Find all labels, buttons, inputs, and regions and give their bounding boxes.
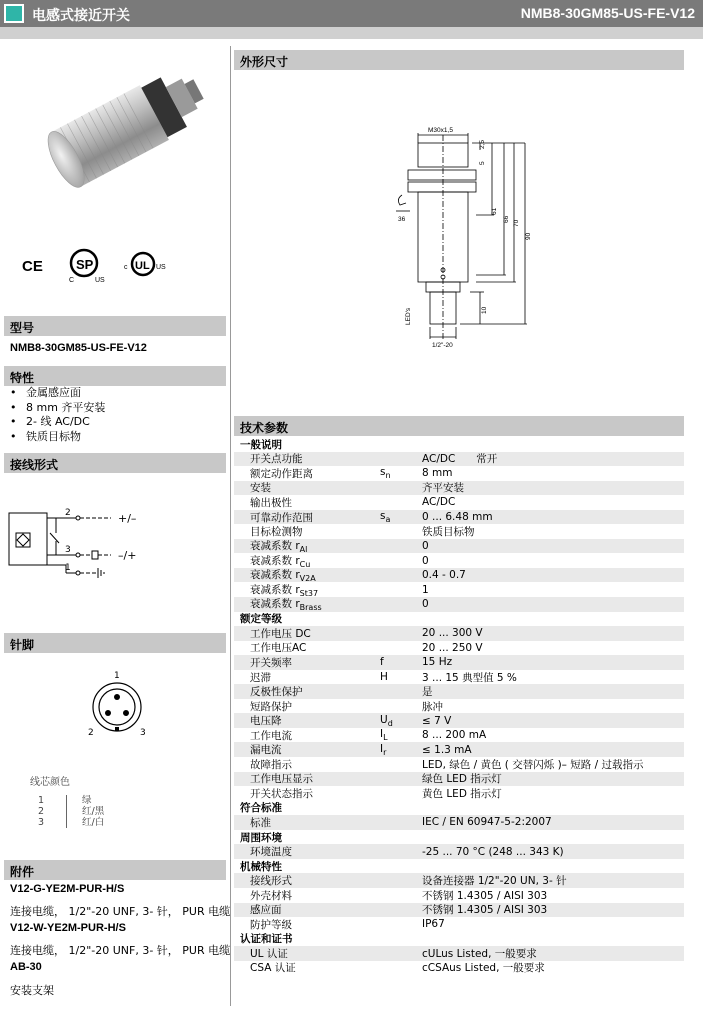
- certification-marks: [22, 245, 212, 285]
- svg-text:UL: UL: [135, 260, 150, 272]
- svg-text:C: C: [69, 277, 75, 284]
- spec-category: [234, 859, 684, 874]
- svg-text:2,5: 2,5: [479, 139, 486, 149]
- table-row: [234, 597, 684, 612]
- page-title: 电感式接近开关: [32, 8, 130, 24]
- spec-key: 反极性保护: [250, 686, 303, 699]
- spec-category: [234, 932, 684, 947]
- ul-mark-icon: [124, 253, 166, 275]
- spec-value: 3 ... 15 典型值 5 %: [422, 671, 517, 684]
- spec-value: 是: [422, 686, 433, 699]
- svg-text:1/2"-20: 1/2"-20: [432, 342, 453, 349]
- spec-value: 20 ... 300 V: [422, 627, 483, 640]
- spec-key: 可靠动作范围: [250, 511, 313, 524]
- spec-category-label: 周围环境: [240, 831, 282, 844]
- spec-key: 额定动作距离: [250, 467, 313, 480]
- spec-category: [234, 612, 684, 627]
- list-item: • 8 mm 齐平安装: [10, 401, 105, 416]
- spec-value: ≤ 1.3 mA: [422, 743, 472, 756]
- spec-value: ≤ 7 V: [422, 714, 452, 727]
- wiring-pin1: 1: [65, 563, 71, 573]
- spec-symbol: H: [380, 671, 388, 684]
- list-item: • 2- 线 AC/DC: [10, 415, 105, 430]
- wire-color-table: [38, 795, 104, 828]
- spec-key: 电压降: [250, 715, 282, 728]
- table-row: [234, 641, 684, 656]
- spec-value: 0.4 - 0.7: [422, 569, 466, 582]
- ce-mark: CE: [22, 258, 43, 275]
- spec-value: 0: [422, 540, 429, 553]
- table-row: [234, 553, 684, 568]
- table-row: [234, 684, 684, 699]
- table-row: [234, 510, 684, 525]
- spec-key: 衰减系数 $r_{V2A}$: [250, 569, 316, 584]
- wiring-label-minus-plus: –/+: [118, 549, 137, 562]
- table-row: [234, 655, 684, 670]
- svg-text:M30x1,5: M30x1,5: [428, 127, 453, 134]
- spec-category-label: 认证和证书: [240, 933, 293, 946]
- spec-table: [234, 437, 684, 975]
- section-wiring: 接线形式: [4, 453, 226, 473]
- list-item: • 铁质目标物: [10, 430, 105, 445]
- spec-value: 齐平安装: [422, 482, 464, 495]
- spec-symbol: $I_L$: [380, 728, 388, 743]
- spec-key: 工作电压显示: [250, 773, 313, 786]
- spec-value: 铁质目标物: [422, 526, 475, 539]
- table-row: [234, 452, 684, 467]
- table-row: [234, 946, 684, 961]
- spec-key: 迟滞: [250, 671, 271, 684]
- wire-color-title: 线芯颜色: [30, 777, 70, 788]
- table-row: [234, 568, 684, 583]
- csa-mark-icon: [69, 250, 105, 284]
- spec-value: -25 ... 70 °C (248 ... 343 K): [422, 845, 564, 858]
- spec-value: cULus Listed, 一般要求: [422, 947, 537, 960]
- svg-text:c: c: [124, 264, 128, 271]
- table-row: 2 红/黑: [38, 806, 105, 817]
- spec-key: 工作电流: [250, 729, 292, 742]
- spec-value: 绿色 LED 指示灯: [422, 773, 502, 786]
- spec-category-label: 机械特性: [240, 860, 282, 873]
- spec-key: 开关状态指示: [250, 787, 313, 800]
- spec-key: 衰减系数 $r_{St37}$: [250, 583, 319, 598]
- table-row: [234, 466, 684, 481]
- spec-key: 防护等级: [250, 918, 292, 931]
- spec-value: 20 ... 250 V: [422, 641, 483, 654]
- table-row: [234, 626, 684, 641]
- spec-value: LED, 绿色 / 黄色 ( 交替闪烁 )– 短路 / 过载指示: [422, 758, 644, 771]
- spec-key: 输出极性: [250, 496, 292, 509]
- header-subbar: [0, 27, 703, 39]
- accessory-name: V12-W-YE2M-PUR-H/S: [10, 922, 126, 934]
- table-row: [234, 815, 684, 830]
- table-row: [234, 582, 684, 597]
- accessory-desc: 安装支架: [10, 984, 54, 997]
- spec-value: 0: [422, 598, 429, 611]
- spec-value: AC/DC: [422, 496, 456, 509]
- spec-category: [234, 801, 684, 816]
- svg-text:10: 10: [481, 306, 488, 314]
- table-row: [234, 903, 684, 918]
- section-features: 特性: [4, 366, 226, 386]
- accessory-name: V12-G-YE2M-PUR-H/S: [10, 883, 125, 895]
- list-item: • 金属感应面: [10, 386, 105, 401]
- spec-key: 工作电压AC: [250, 642, 307, 655]
- spec-value: 黄色 LED 指示灯: [422, 787, 502, 800]
- section-pinout: 针脚: [4, 633, 226, 653]
- table-row: [234, 844, 684, 859]
- column-divider: [230, 46, 231, 1006]
- wiring-pin3: 3: [65, 545, 71, 555]
- table-row: [234, 873, 684, 888]
- spec-key: 目标检测物: [250, 526, 303, 539]
- spec-key: 工作电压 DC: [250, 627, 311, 640]
- spec-key: 标准: [250, 817, 271, 829]
- spec-value: IEC / EN 60947-5-2:2007: [422, 816, 552, 829]
- spec-symbol: f: [380, 656, 384, 669]
- table-row: [234, 524, 684, 539]
- spec-key: 开关频率: [250, 656, 292, 669]
- spec-key: 接线形式: [250, 875, 292, 888]
- accessory-desc: 连接电缆， 1/2"-20 UNF, 3- 针， PUR 电缆: [10, 944, 231, 957]
- spec-value: 不锈钢 1.4305 / AISI 303: [422, 904, 548, 917]
- table-row: [234, 670, 684, 685]
- product-photo: [30, 48, 205, 208]
- pinout-diagram: [70, 665, 165, 750]
- page-header: [0, 0, 703, 27]
- table-row: [234, 713, 684, 728]
- table-row: [234, 539, 684, 554]
- spec-value: 15 Hz: [422, 656, 453, 669]
- pin-label-3: 3: [140, 728, 146, 738]
- table-row: [234, 961, 684, 976]
- svg-text:70: 70: [513, 219, 520, 227]
- spec-value: 0 ... 6.48 mm: [422, 511, 493, 523]
- section-accessories: 附件: [4, 860, 226, 880]
- svg-text:US: US: [95, 277, 105, 284]
- svg-text:36: 36: [398, 216, 406, 223]
- spec-key: 感应面: [250, 904, 282, 917]
- svg-text:61: 61: [491, 207, 498, 215]
- spec-value: 1: [422, 583, 429, 596]
- table-row: [234, 728, 684, 743]
- table-row: [234, 888, 684, 903]
- svg-text:90: 90: [525, 232, 532, 240]
- spec-category-label: 额定等级: [240, 613, 282, 626]
- wiring-label-plus-minus: +/–: [118, 512, 137, 525]
- spec-category: [234, 830, 684, 845]
- dimension-drawing: [380, 115, 540, 355]
- section-tech-specs: 技术参数: [234, 416, 684, 436]
- features-list: [10, 386, 105, 444]
- spec-value: cCSAus Listed, 一般要求: [422, 962, 545, 975]
- spec-key: CSA 认证: [250, 962, 296, 975]
- table-row: [234, 495, 684, 510]
- table-row: [234, 772, 684, 787]
- table-row: 3 红/白: [38, 817, 105, 828]
- spec-category-label: 一般说明: [240, 438, 282, 451]
- spec-key: 衰减系数 $r_{Brass}$: [250, 598, 322, 613]
- spec-key: UL 认证: [250, 947, 288, 960]
- spec-value: 8 ... 200 mA: [422, 729, 487, 742]
- section-model: 型号: [4, 316, 226, 336]
- spec-value: AC/DC 常开: [422, 453, 498, 466]
- spec-value: 设备连接器 1/2"-20 UN, 3- 针: [422, 875, 567, 888]
- svg-text:SP: SP: [76, 257, 94, 272]
- spec-value: 不锈钢 1.4305 / AISI 303: [422, 889, 548, 902]
- spec-value: 0: [422, 554, 429, 567]
- spec-key: 衰减系数 $r_{Al}$: [250, 540, 308, 555]
- spec-key: 故障指示: [250, 758, 292, 771]
- pin-label-2: 2: [88, 728, 94, 738]
- table-row: [234, 786, 684, 801]
- svg-text:5: 5: [479, 161, 486, 165]
- section-dimensions: 外形尺寸: [234, 50, 684, 70]
- spec-key: 漏电流: [250, 744, 282, 757]
- spec-value: 8 mm: [422, 467, 453, 480]
- wiring-pin2: 2: [65, 508, 71, 518]
- spec-key: 安装: [250, 482, 271, 495]
- table-row: [234, 699, 684, 714]
- model-name: NMB8-30GM85-US-FE-V12: [10, 342, 147, 354]
- pin-label-1: 1: [114, 671, 120, 681]
- svg-text:66: 66: [503, 215, 510, 223]
- spec-symbol: $s_n$: [380, 466, 391, 481]
- table-row: [234, 757, 684, 772]
- spec-symbol: $s_a$: [380, 509, 391, 525]
- spec-category-label: 符合标准: [240, 802, 282, 815]
- table-row: [234, 742, 684, 757]
- spec-key: 衰减系数 $r_{Cu}$: [250, 554, 311, 569]
- table-row: 1 绿: [38, 795, 92, 806]
- accessory-desc: 连接电缆， 1/2"-20 UNF, 3- 针， PUR 电缆: [10, 905, 231, 918]
- svg-text:LED's: LED's: [405, 307, 412, 325]
- spec-value: IP67: [422, 918, 445, 931]
- spec-key: 环境温度: [250, 846, 292, 859]
- wiring-diagram: [6, 503, 221, 588]
- spec-key: 外壳材料: [250, 889, 292, 902]
- spec-category: [234, 437, 684, 452]
- header-model: NMB8-30GM85-US-FE-V12: [520, 5, 695, 21]
- svg-text:US: US: [156, 264, 166, 271]
- spec-key: 开关点功能: [250, 453, 303, 466]
- table-row: [234, 917, 684, 932]
- spec-symbol: $U_d$: [380, 713, 393, 728]
- table-row: [234, 481, 684, 496]
- spec-value: 脉冲: [422, 700, 443, 713]
- spec-key: 短路保护: [250, 700, 292, 713]
- accessory-name: AB-30: [10, 961, 42, 973]
- brand-square-icon: [4, 4, 24, 23]
- spec-symbol: $I_r$: [380, 742, 387, 757]
